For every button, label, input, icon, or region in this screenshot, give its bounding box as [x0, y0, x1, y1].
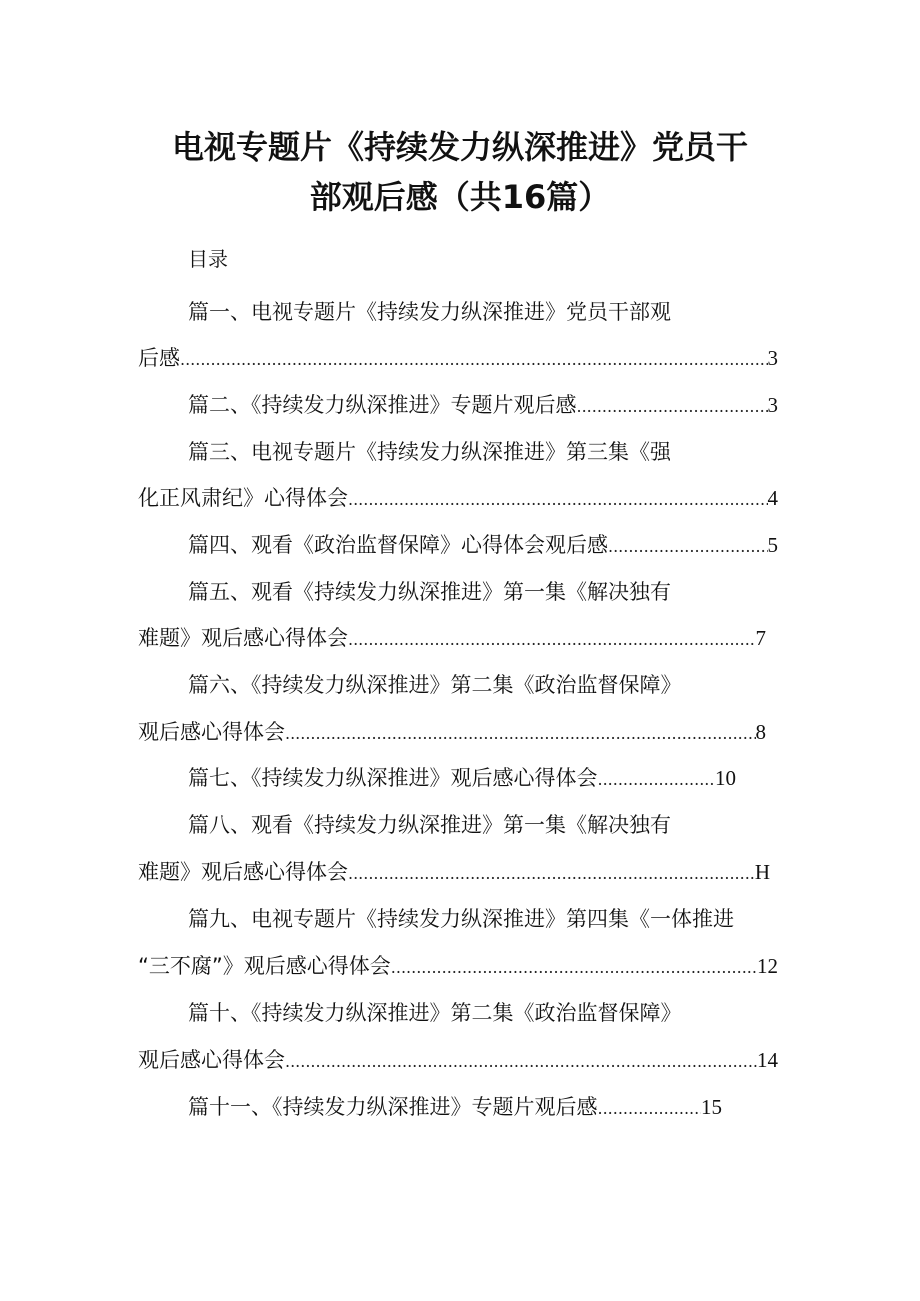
- leader-dots: [285, 1046, 757, 1078]
- toc-entry-3-line1[interactable]: 篇三、电视专题片《持续发力纵深推进》第三集《强: [188, 440, 671, 464]
- page-number: 4: [767, 486, 778, 510]
- title-line-2: 部观后感（共16篇）: [309, 178, 611, 216]
- toc-entry-1-line2[interactable]: 后感 ..... 3: [138, 342, 778, 374]
- page-number: 10: [715, 766, 736, 790]
- toc-entry-9-line1[interactable]: 篇九、电视专题片《持续发力纵深推进》第四集《一体推进: [188, 907, 734, 931]
- toc-entry-7[interactable]: 篇七、《持续发力纵深推进》观后感心得体会 ..... 10: [188, 762, 736, 794]
- leader-dots: [598, 1093, 702, 1125]
- page-number: 3: [767, 393, 778, 417]
- toc-entry-2[interactable]: 篇二、《持续发力纵深推进》专题片观后感 ..... 3: [188, 389, 778, 421]
- toc-entry-5-line2[interactable]: 难题》观后感心得体会 ..... 7: [138, 622, 766, 654]
- title-line-1: 电视专题片《持续发力纵深推进》党员干: [171, 128, 748, 166]
- page-number: 3: [767, 346, 778, 370]
- leader-dots: [598, 764, 716, 796]
- toc-entry-11[interactable]: 篇十一、《持续发力纵深推进》专题片观后感 ..... 15: [188, 1091, 722, 1123]
- toc-heading: 目录: [188, 247, 228, 271]
- toc-entry-10-line2[interactable]: 观后感心得体会 ..... 14: [138, 1044, 778, 1076]
- page-number: 15: [701, 1095, 722, 1119]
- page-number: 12: [757, 954, 778, 978]
- leader-dots: [348, 484, 768, 516]
- leader-dots: [577, 391, 768, 423]
- leader-dots: [180, 344, 768, 376]
- leader-dots: [391, 952, 757, 984]
- toc-entry-1-line1[interactable]: 篇一、电视专题片《持续发力纵深推进》党员干部观: [188, 300, 671, 324]
- toc-entry-8-line1[interactable]: 篇八、观看《持续发力纵深推进》第一集《解决独有: [188, 813, 671, 837]
- leader-dots: [348, 858, 755, 890]
- toc-entry-9-line2[interactable]: “三不腐”》观后感心得体会 ..... 12: [138, 950, 778, 982]
- page-number: 14: [757, 1048, 778, 1072]
- leader-dots: [608, 531, 768, 563]
- toc-entry-5-line1[interactable]: 篇五、观看《持续发力纵深推进》第一集《解决独有: [188, 580, 671, 604]
- leader-dots: [348, 624, 756, 656]
- leader-dots: [285, 718, 756, 750]
- toc-entry-3-line2[interactable]: 化正风肃纪》心得体会 ..... 4: [138, 482, 778, 514]
- toc-entry-4[interactable]: 篇四、观看《政治监督保障》心得体会观后感 ..... 5: [188, 529, 778, 561]
- toc-entry-6-line1[interactable]: 篇六、《持续发力纵深推进》第二集《政治监督保障》: [188, 673, 682, 697]
- page-number: 5: [767, 533, 778, 557]
- page-number: 7: [755, 626, 766, 650]
- toc-entry-10-line1[interactable]: 篇十、《持续发力纵深推进》第二集《政治监督保障》: [188, 1001, 682, 1025]
- toc-entry-8-line2[interactable]: 难题》观后感心得体会 ..... H: [138, 856, 770, 888]
- toc-entry-6-line2[interactable]: 观后感心得体会 ..... 8: [138, 716, 766, 748]
- page-number: H: [754, 860, 770, 884]
- page-number: 8: [755, 720, 766, 744]
